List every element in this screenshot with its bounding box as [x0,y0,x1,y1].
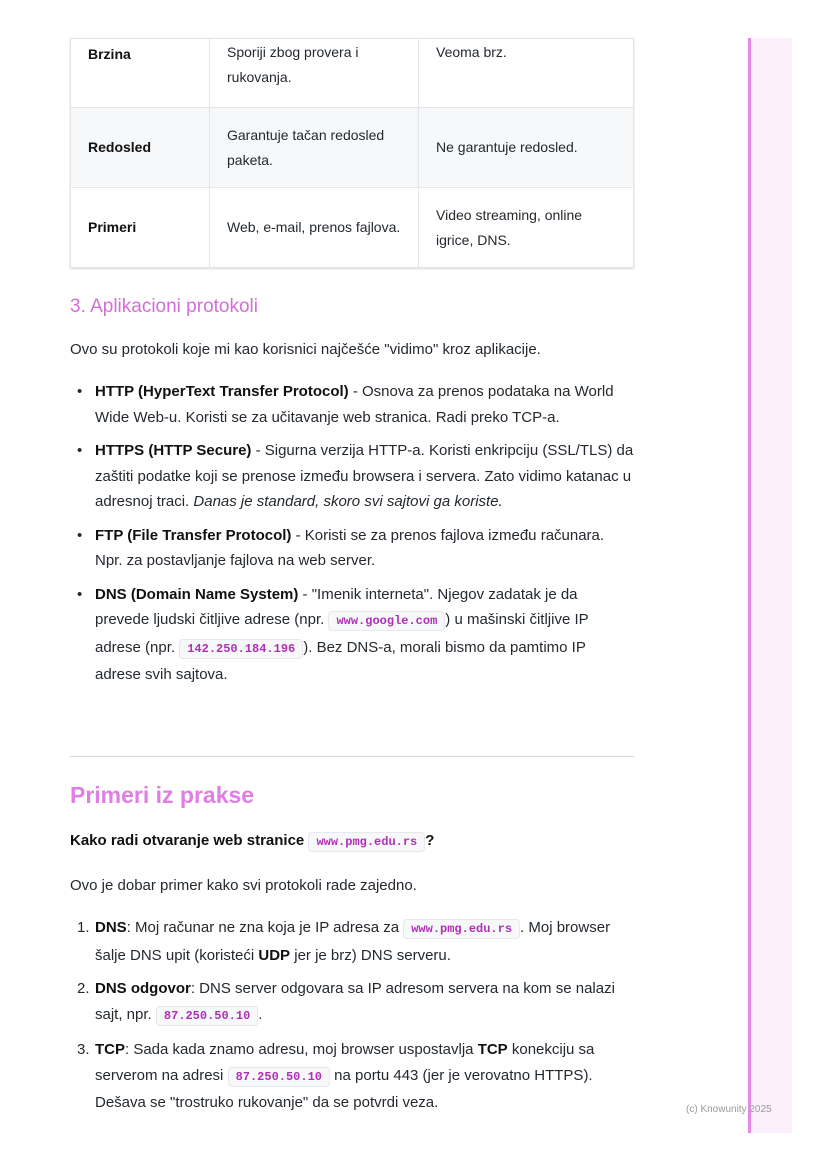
table-cell: Web, e-mail, prenos fajlova. [210,188,419,268]
emphasis: TCP [477,1041,508,1058]
term: HTTPS (HTTP Secure) [95,442,252,459]
watermark: (c) Knowunity 2025 [686,1104,772,1115]
list-item [77,915,635,968]
list-item [77,523,635,574]
table-row [71,188,634,268]
question-text: Kako radi otvaranje web stranice [70,832,309,849]
table-cell: Garantuje tačan redosled paketa. [210,108,419,188]
table-cell: Video streaming, online igrice, DNS. [419,188,634,268]
table-row [71,108,634,188]
description: - Osnova za prenos podataka na World Wide Web-u. Koristi se za učitavanje web stranica. Radi preko TCP-a. [95,383,614,426]
table-cell: Ne garantuje redosled. [419,108,634,188]
term: TCP [95,1041,125,1058]
list-item [77,438,635,515]
row-key: Brzina [71,39,210,108]
step-number: 1. [77,919,90,936]
row-key: Primeri [71,188,210,268]
description: - "Imenik interneta". Njegov zadatak je da prevede ljudski čitljive adrese (npr. [95,585,578,628]
inline-code: 87.250.50.10 [228,1067,330,1087]
side-accent-line [748,38,751,1133]
comparison-table [70,38,634,268]
question-mark: ? [425,832,435,849]
term: DNS (Domain Name System) [95,585,299,603]
description: . Moj browser šalje DNS upit (koristeći [95,919,611,964]
section-intro: Ovo su protokoli koje mi kao korisnici najčešće "vidimo" kroz aplikacije. [70,341,541,358]
practice-intro: Ovo je dobar primer kako svi protokoli rade zajedno. [70,877,417,894]
section-heading: 3. Aplikacioni protokoli [70,296,258,317]
term: HTTP (HyperText Transfer Protocol) [95,383,349,400]
list-item [77,582,635,688]
bullet-icon: • [77,383,83,400]
note: Danas je standard, skoro svi sajtovi ga koriste. [193,493,503,510]
bullet-icon: • [77,442,83,459]
description: : Moj računar ne zna koja je IP adresa za [126,919,404,936]
table-cell: Sporiji zbog provera i rukovanja. [210,39,419,108]
practice-question [70,828,434,855]
description: . [258,1005,263,1023]
inline-code: 142.250.184.196 [179,639,303,659]
table-cell: Veoma brz. [419,39,634,108]
description: - Sigurna verzija HTTP-a. Koristi enkripciju (SSL/TLS) da zaštiti podatke koji se prenose između browsera i servera. Zato vidimo katanac u adresnoj traci. [95,442,634,510]
term: DNS odgovor [95,980,191,997]
table-row [71,39,634,108]
term: DNS [95,919,127,936]
side-panel [748,38,792,1133]
bullet-icon: • [77,585,83,603]
description: - Koristi se za prenos fajlova između računara. Npr. za postavljanje fajlova na web server. [95,526,605,569]
description: : DNS server odgovara sa IP adresom servera na kom se nalazi sajt, npr. [95,980,615,1023]
inline-code: 87.250.50.10 [156,1006,258,1026]
description: ) u mašinski čitljive IP adrese (npr. [95,611,589,656]
list-item [77,379,635,430]
list-item [77,976,635,1029]
inline-code: www.google.com [328,611,445,631]
inline-code: www.pmg.edu.rs [403,919,520,939]
description: jer je brz) DNS serveru. [290,946,451,964]
emphasis: UDP [258,946,291,964]
term: FTP (File Transfer Protocol) [95,526,292,544]
step-number: 2. [77,980,90,997]
bullet-icon: • [77,526,83,544]
steps-list [77,915,635,1124]
description: na portu 443 (jer je verovatno HTTPS). Dešava se "trostruko rukovanje" da se potvrdi veza. [95,1066,593,1111]
divider [70,756,634,757]
row-key: Redosled [71,108,210,188]
protocol-list [77,379,635,696]
description: : Sada kada znamo adresu, moj browser uspostavlja [125,1041,478,1058]
practice-heading: Primeri iz prakse [70,782,255,808]
inline-code: www.pmg.edu.rs [308,832,425,852]
description: ). Bez DNS-a, morali bismo da pamtimo IP adrese svih sajtova. [95,638,586,683]
step-number: 3. [77,1041,90,1058]
list-item [77,1037,635,1116]
description: konekciju sa serverom na adresi [95,1041,595,1084]
